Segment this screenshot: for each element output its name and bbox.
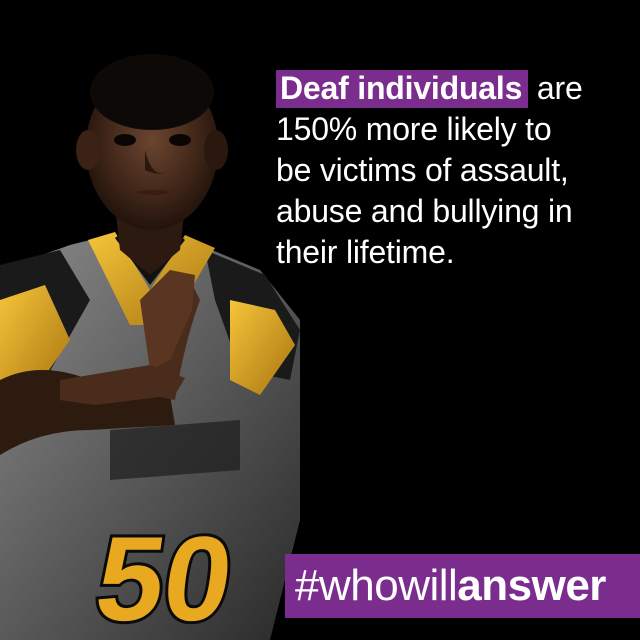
- headline-line-1-rest: are: [536, 70, 583, 106]
- headline-line-4: abuse and bullying in: [276, 193, 573, 229]
- hashtag-bold: answer: [457, 561, 606, 610]
- headline: [276, 68, 616, 273]
- headline-line-5: their lifetime.: [276, 234, 455, 270]
- hashtag-banner: [285, 554, 640, 618]
- headline-line-1: [276, 68, 616, 109]
- headline-highlight: Deaf individuals: [276, 70, 528, 108]
- hashtag-light: #whowill: [295, 561, 458, 610]
- headline-line-3: be victims of assault,: [276, 152, 569, 188]
- headline-line-2: 150% more likely to: [276, 111, 552, 147]
